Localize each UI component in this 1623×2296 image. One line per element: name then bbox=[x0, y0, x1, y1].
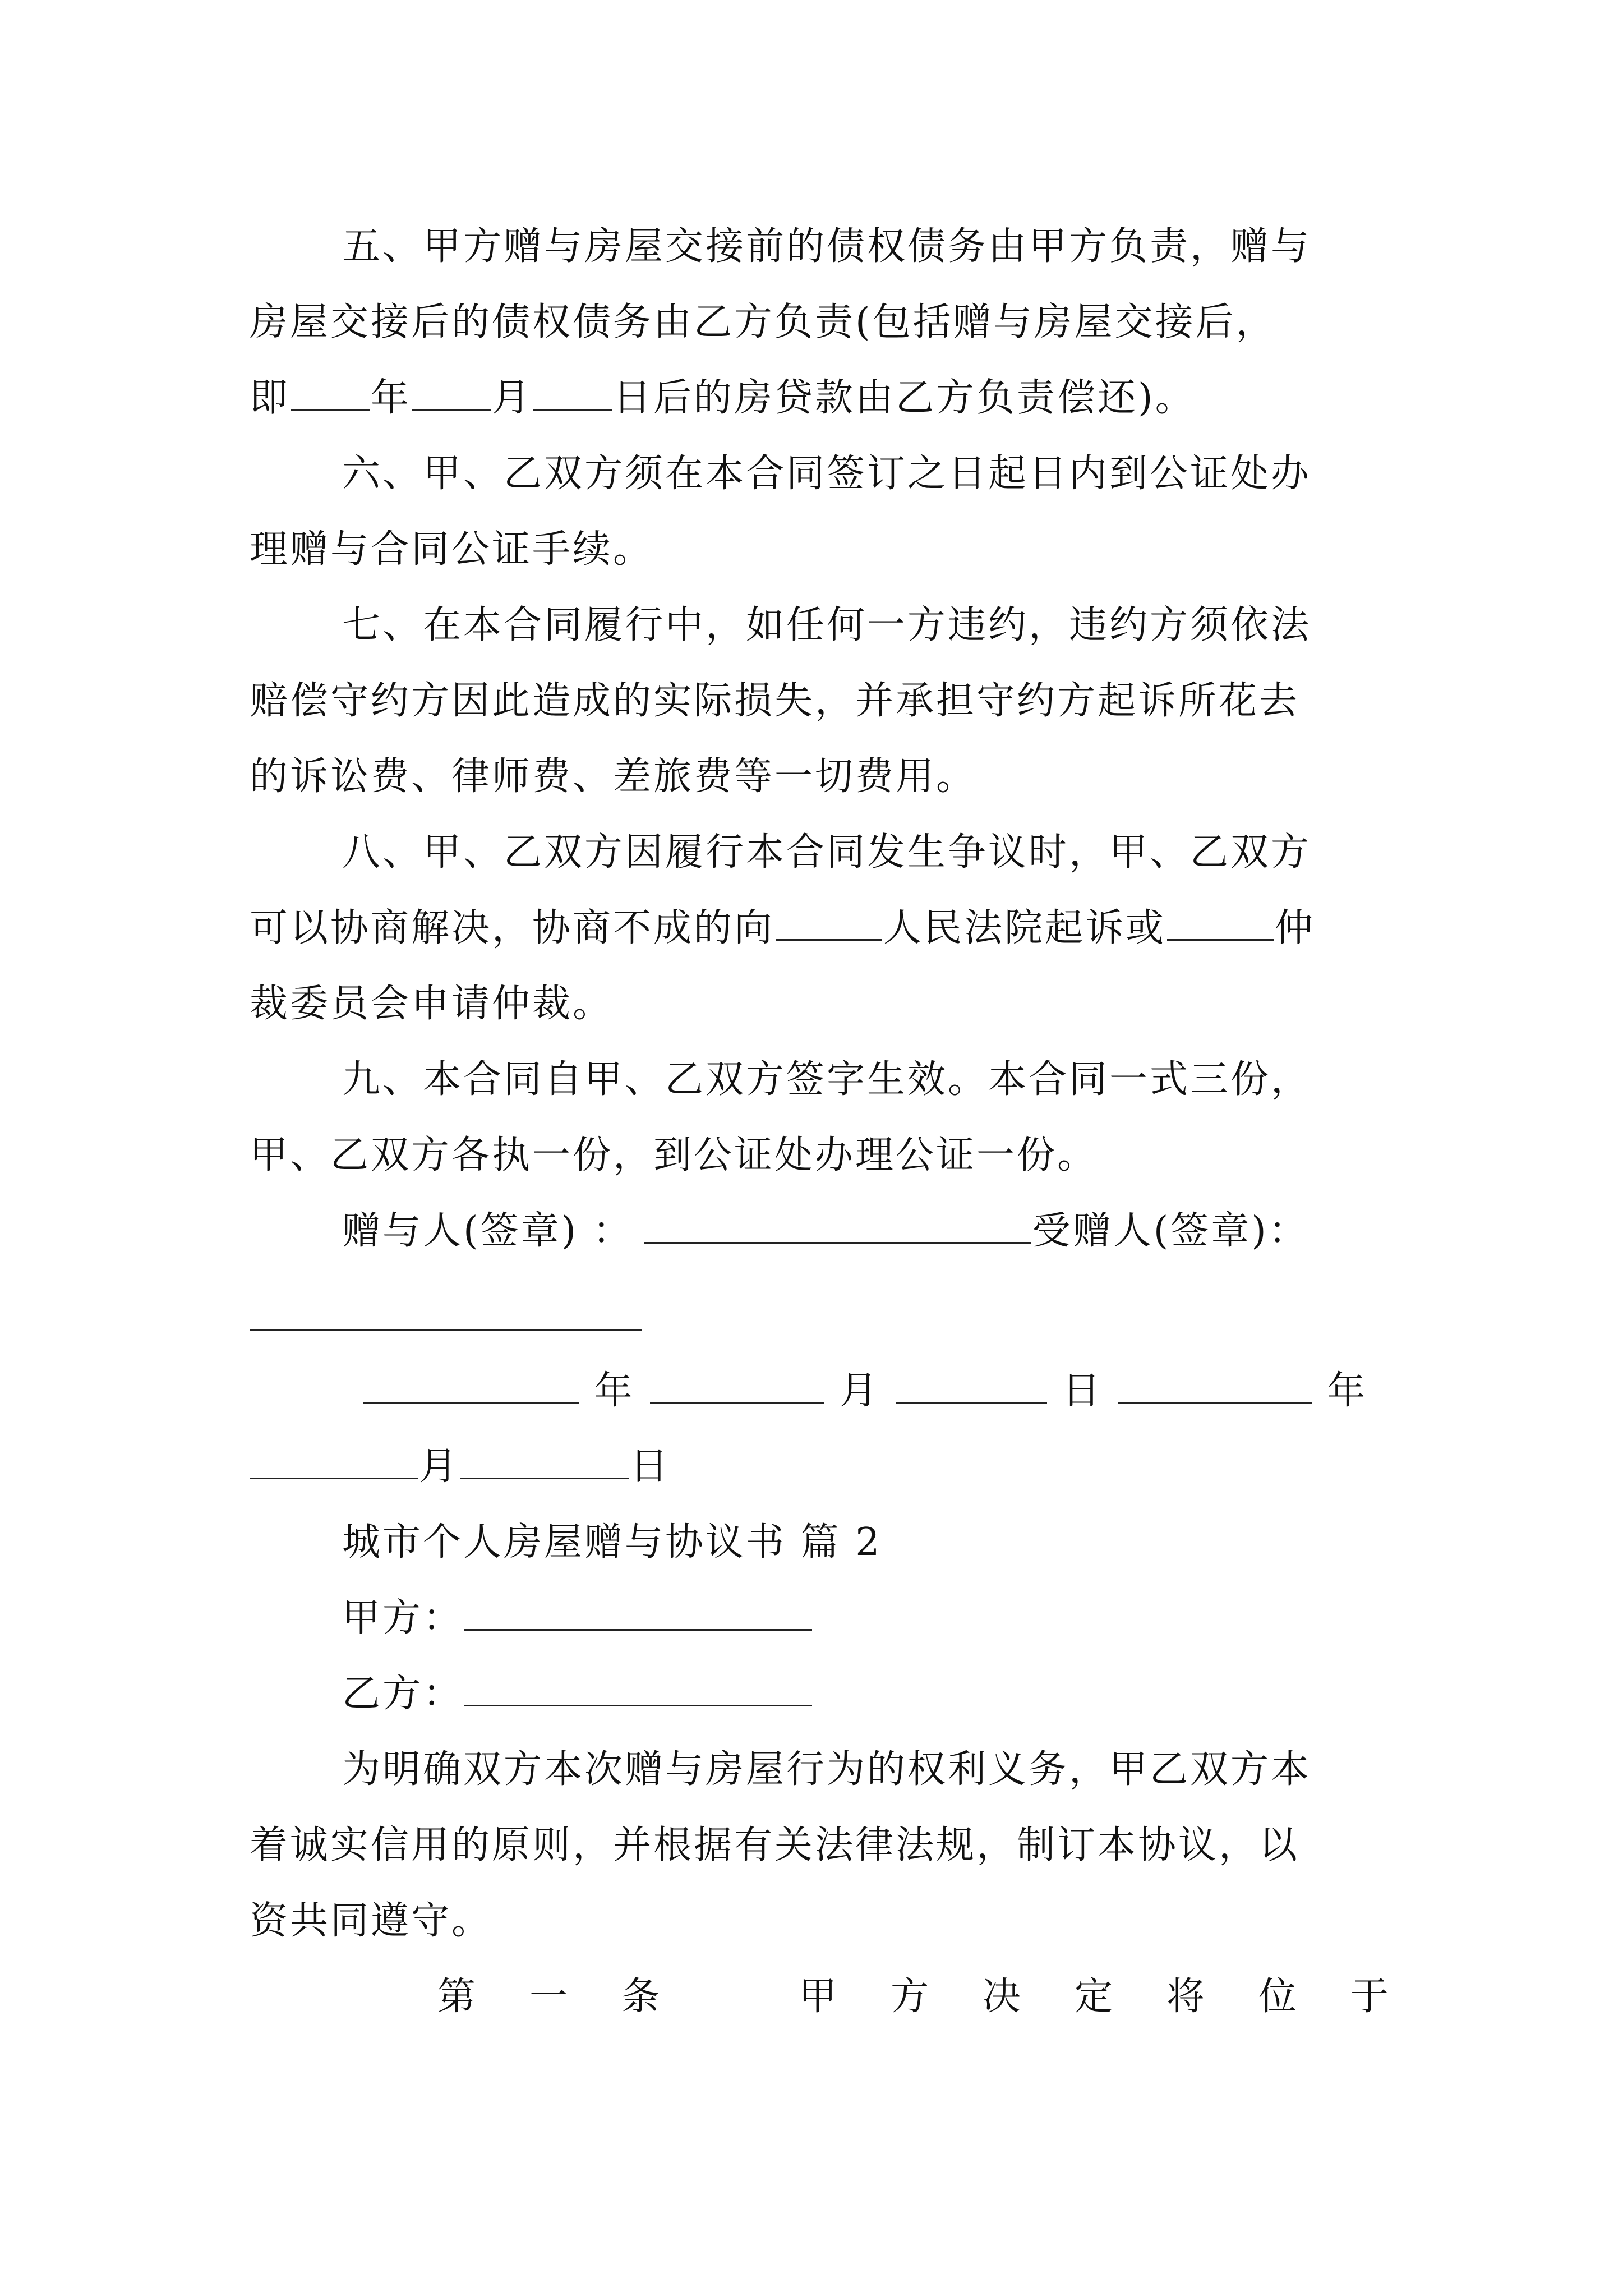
clause5-line1: 五、甲方赠与房屋交接前的债权债务由甲方负责，赠与 bbox=[342, 224, 1312, 269]
party-b-label: 乙方： bbox=[342, 1672, 464, 1716]
day-blank[interactable] bbox=[533, 375, 612, 411]
party-a-label: 甲方： bbox=[342, 1596, 464, 1640]
donee-day-label: 日 bbox=[630, 1444, 671, 1489]
donee-year-blank[interactable] bbox=[1118, 1368, 1312, 1404]
article1-char: 条 bbox=[621, 1975, 662, 2019]
clause8-line3: 裁委员会申请仲裁。 bbox=[250, 982, 614, 1026]
donor-month-label: 月 bbox=[839, 1369, 880, 1413]
date-line-1 bbox=[362, 1363, 1391, 1419]
arbitration-blank[interactable] bbox=[1167, 905, 1274, 941]
donee-signature-blank[interactable] bbox=[250, 1329, 642, 1331]
party-b-line bbox=[342, 1666, 1391, 1722]
clause8-line1: 八、甲、乙双方因履行本合同发生争议时，甲、乙双方 bbox=[342, 830, 1312, 875]
article1-char: 第 bbox=[437, 1975, 478, 2019]
donor-day-blank[interactable] bbox=[896, 1368, 1047, 1404]
article1-char bbox=[713, 1969, 747, 2025]
clause5-suffix: 日后的房贷款由乙方负责偿还)。 bbox=[613, 376, 1196, 420]
donee-label: 受赠人(签章)： bbox=[1032, 1209, 1309, 1253]
section2-title: 城市个人房屋赠与协议书 篇 2 bbox=[342, 1520, 882, 1565]
party-a-line bbox=[342, 1590, 1391, 1646]
article1-char: 定 bbox=[1074, 1975, 1115, 2019]
month-label: 月 bbox=[492, 376, 533, 420]
clause5-line2: 房屋交接后的债权债务由乙方负责(包括赠与房屋交接后， bbox=[250, 300, 1276, 344]
intro-line2: 着诚实信用的原则，并根据有关法律法规，制订本协议，以 bbox=[250, 1823, 1300, 1867]
clause8-line2 bbox=[250, 900, 1391, 956]
clause9-line1: 九、本合同自甲、乙双方签字生效。本合同一式三份， bbox=[342, 1057, 1312, 1102]
year-label: 年 bbox=[371, 376, 412, 420]
donor-year-label: 年 bbox=[594, 1369, 635, 1413]
donor-year-blank[interactable] bbox=[363, 1368, 579, 1404]
clause7-line3: 的诉讼费、律师费、差旅费等一切费用。 bbox=[250, 754, 977, 799]
clause6-line1: 六、甲、乙双方须在本合同签订之日起日内到公证处办 bbox=[342, 452, 1312, 496]
article1-char: 位 bbox=[1258, 1975, 1299, 2019]
donee-month-blank[interactable] bbox=[250, 1444, 418, 1479]
month-blank[interactable] bbox=[412, 375, 491, 411]
clause5-prefix: 即 bbox=[250, 376, 291, 420]
intro-line1: 为明确双方本次赠与房屋行为的权利义务，甲乙双方本 bbox=[342, 1747, 1312, 1792]
clause9-line2: 甲、乙双方各执一份，到公证处办理公证一份。 bbox=[250, 1133, 1098, 1177]
article1-char: 一 bbox=[529, 1975, 570, 2019]
donor-signature-blank[interactable] bbox=[644, 1208, 1031, 1244]
article1-char: 将 bbox=[1166, 1975, 1207, 2019]
donor-label: 赠与人(签章) ： bbox=[342, 1209, 633, 1253]
signature-line bbox=[342, 1203, 1391, 1259]
article1-char: 决 bbox=[982, 1975, 1023, 2019]
clause8-text-c: 仲 bbox=[1275, 906, 1316, 950]
donor-month-blank[interactable] bbox=[650, 1368, 824, 1404]
donee-year-label: 年 bbox=[1327, 1369, 1368, 1413]
clause7-line1: 七、在本合同履行中，如任何一方违约，违约方须依法 bbox=[342, 603, 1312, 647]
clause8-text-b: 人民法院起诉或 bbox=[883, 906, 1166, 950]
clause6-line2: 理赠与合同公证手续。 bbox=[250, 527, 654, 572]
intro-line3: 资共同遵守。 bbox=[250, 1899, 492, 1943]
date-line-2 bbox=[250, 1439, 1391, 1495]
clause8-text-a: 可以协商解决，协商不成的向 bbox=[250, 906, 775, 950]
clause7-line2: 赔偿守约方因此造成的实际损失，并承担守约方起诉所花去 bbox=[250, 679, 1300, 723]
court-blank[interactable] bbox=[776, 905, 882, 941]
donor-day-label: 日 bbox=[1062, 1369, 1103, 1413]
donee-month-label: 月 bbox=[419, 1444, 460, 1489]
article1-line bbox=[437, 1969, 1391, 2025]
year-blank[interactable] bbox=[291, 375, 370, 411]
article1-char: 于 bbox=[1350, 1975, 1391, 2019]
article1-char: 方 bbox=[890, 1975, 931, 2019]
party-b-blank[interactable] bbox=[464, 1671, 812, 1706]
donee-day-blank[interactable] bbox=[460, 1444, 629, 1479]
clause5-line3 bbox=[250, 370, 1391, 426]
article1-char: 甲 bbox=[798, 1975, 839, 2019]
party-a-blank[interactable] bbox=[464, 1595, 812, 1631]
